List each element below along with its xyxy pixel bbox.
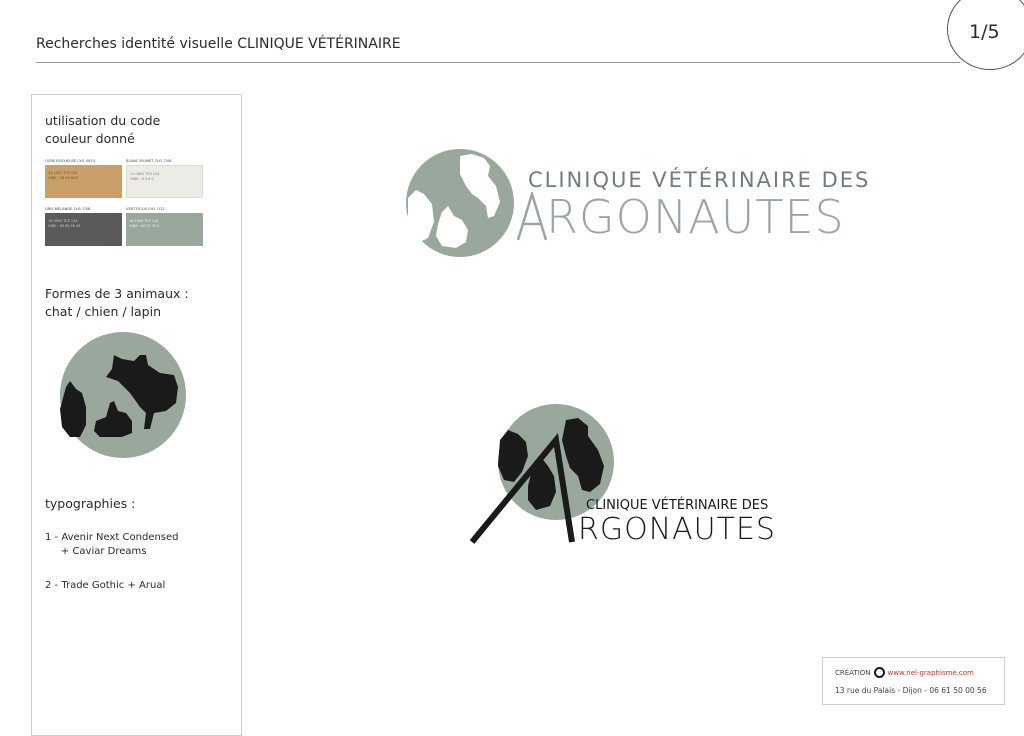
logo2-tagline: CLINIQUE VÉTÉRINAIRE DES: [586, 498, 769, 513]
header-rule: [36, 62, 960, 63]
swatch-ocre: [45, 165, 122, 198]
swatch-code: 14-1031 TCX 124 CMJK : 28 43 64 0: [48, 171, 79, 180]
page-title: Recherches identité visuelle CLINIQUE VÉTÉRINAIRE: [36, 36, 401, 52]
page-number: 1/5: [969, 21, 1000, 43]
swatch-code: 16-5304 TCX 124 CMJK : 40 22 35 0: [129, 219, 160, 228]
swatch-gris: [45, 213, 122, 246]
credit-box: [822, 657, 1005, 705]
swatch-code: 19-3903 TCX 124 CMJK : 64 60 55 43: [48, 219, 81, 228]
typo-item: 1 - Avenir Next Condensed + Caviar Dreams: [45, 532, 179, 557]
swatch-caption: GRIS MELANGE CH1 7/08: [45, 207, 91, 211]
color-heading: utilisation du code couleur donné: [45, 113, 161, 146]
logo1-wordmark: RGONAUTES: [546, 190, 845, 244]
swatch-caption: OCRE ROCHEUSE CH1 0815: [45, 159, 96, 163]
logo1-emblem: [402, 146, 524, 260]
swatch-blanc: [126, 165, 203, 198]
swatch-caption: VERT FICUS CH1 7/12: [126, 207, 165, 211]
animals-emblem-illustration: [56, 331, 191, 461]
logo1-tagline: CLINIQUE VÉTÉRINAIRE DES: [528, 168, 871, 192]
creation-label: CRÉATION: [835, 668, 871, 677]
typo-heading: typographies :: [45, 496, 136, 511]
logo1-a-letter: [516, 192, 548, 242]
nel-logo-icon: [874, 667, 885, 678]
swatch-caption: BLANC PLUMET CH1 7/06: [126, 159, 172, 163]
animals-heading: Formes de 3 animaux : chat / chien / lapin: [45, 286, 189, 319]
sidebar-panel: [31, 94, 242, 736]
typo-item: 2 - Trade Gothic + Arual: [45, 580, 166, 591]
logo2-wordmark: RGONAUTES: [578, 512, 776, 547]
swatch-code: 11-0601 TCX 124 CMJK : 3 3 6 0: [130, 172, 160, 181]
credit-line: [835, 667, 974, 678]
website-link[interactable]: www.nel-graphisme.com: [887, 668, 974, 677]
address-line: 13 rue du Palais - Dijon - 06 61 50 00 56: [835, 686, 987, 695]
swatch-vert: [126, 213, 203, 246]
